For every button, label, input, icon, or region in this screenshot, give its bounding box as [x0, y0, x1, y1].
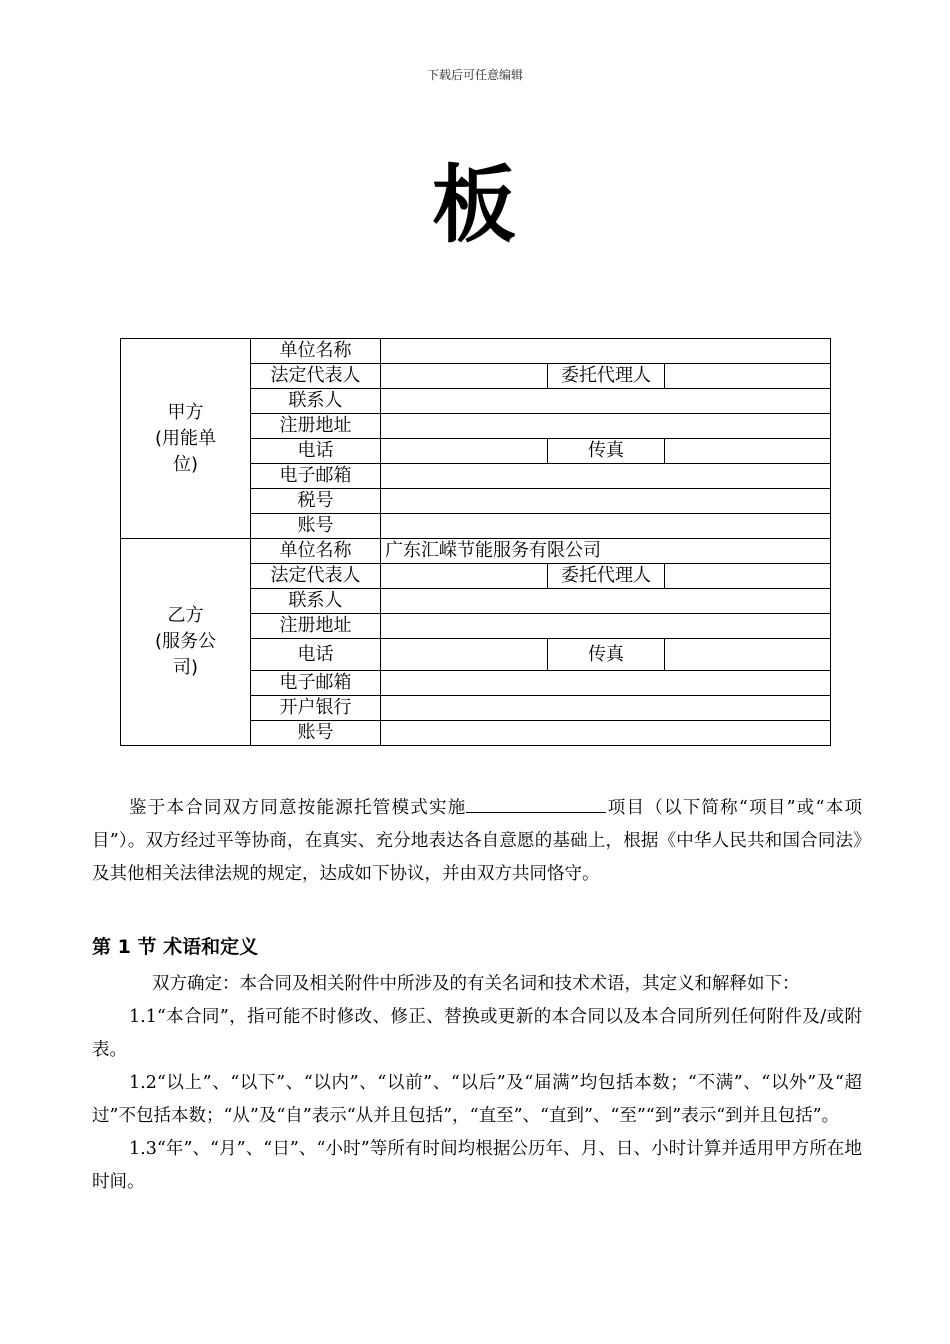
field-value[interactable] [665, 364, 831, 389]
field-value[interactable]: 广东汇嵘节能服务有限公司 [381, 539, 831, 564]
intro-paragraph [92, 790, 862, 891]
header-note: 下载后可任意编辑 [426, 68, 523, 82]
field-label: 账号 [251, 721, 381, 746]
field-label: 联系人 [251, 389, 381, 414]
field-value[interactable] [381, 721, 831, 746]
party-a-label: 甲方 (用能单 位) [121, 339, 251, 539]
field-label: 联系人 [251, 589, 381, 614]
field-value[interactable] [381, 589, 831, 614]
field-label: 传真 [548, 439, 665, 464]
field-label: 法定代表人 [251, 364, 381, 389]
field-label: 传真 [548, 639, 665, 671]
field-value[interactable] [381, 564, 548, 589]
field-label: 电话 [251, 439, 381, 464]
section-title: 第 1 节 术语和定义 [92, 936, 259, 958]
field-value[interactable] [381, 339, 831, 364]
field-label: 委托代理人 [548, 364, 665, 389]
party-b-row-name [121, 539, 831, 564]
field-label: 委托代理人 [548, 564, 665, 589]
definition-1-3: 1.3“年”、“月”、“日”、“小时”等所有时间均根据公历年、月、日、小时计算并适用甲方所在地时间。 [92, 1139, 862, 1192]
field-label: 注册地址 [251, 614, 381, 639]
field-value[interactable] [665, 439, 831, 464]
field-label: 电子邮箱 [251, 464, 381, 489]
party-a-row-name [121, 339, 831, 364]
document-title: 板 [431, 155, 518, 254]
field-label: 账号 [251, 514, 381, 539]
field-value[interactable] [665, 639, 831, 671]
definition-1-2: 1.2“以上”、“以下”、“以内”、“以前”、“以后”及“届满”均包括本数；“不满”、“以外”及“超过”不包括本数；“从”及“自”表示“从并且包括”，“直至”、“直到”、“至”“到”表示“到并且包括”。 [92, 1073, 862, 1126]
party-b-label: 乙方 (服务公 司) [121, 539, 251, 746]
field-value[interactable] [381, 389, 831, 414]
field-label: 开户银行 [251, 696, 381, 721]
field-value[interactable] [381, 489, 831, 514]
field-value[interactable] [381, 696, 831, 721]
field-label: 法定代表人 [251, 564, 381, 589]
field-value[interactable] [381, 364, 548, 389]
field-value[interactable] [381, 464, 831, 489]
field-value[interactable] [381, 514, 831, 539]
definitions-block [92, 968, 862, 1199]
definitions-intro: 双方确定：本合同及相关附件中所涉及的有关名词和技术术语，其定义和解释如下： [152, 974, 800, 994]
field-label: 注册地址 [251, 414, 381, 439]
party-info-table [120, 338, 831, 746]
project-name-blank[interactable] [466, 790, 606, 813]
intro-text-2: 项目（以下简称“项目”或“本项目”）。双方经过平等协商，在真实、充分地表达各自意愿的基础上，根据《中华人民共和国合同法》及其他相关法律法规的规定，达成如下协议，并由双方共同恪守。 [92, 798, 862, 884]
field-label: 单位名称 [251, 339, 381, 364]
field-label: 单位名称 [251, 539, 381, 564]
field-value[interactable] [381, 639, 548, 671]
field-value[interactable] [381, 671, 831, 696]
field-value[interactable] [381, 439, 548, 464]
field-label: 电话 [251, 639, 381, 671]
field-value[interactable] [665, 564, 831, 589]
field-value[interactable] [381, 414, 831, 439]
field-label: 税号 [251, 489, 381, 514]
definition-1-1: 1.1“本合同”，指可能不时修改、修正、替换或更新的本合同以及本合同所列任何附件及/或附表。 [92, 1007, 862, 1060]
field-value[interactable] [381, 614, 831, 639]
field-label: 电子邮箱 [251, 671, 381, 696]
intro-text-1: 鉴于本合同双方同意按能源托管模式实施 [129, 798, 467, 818]
